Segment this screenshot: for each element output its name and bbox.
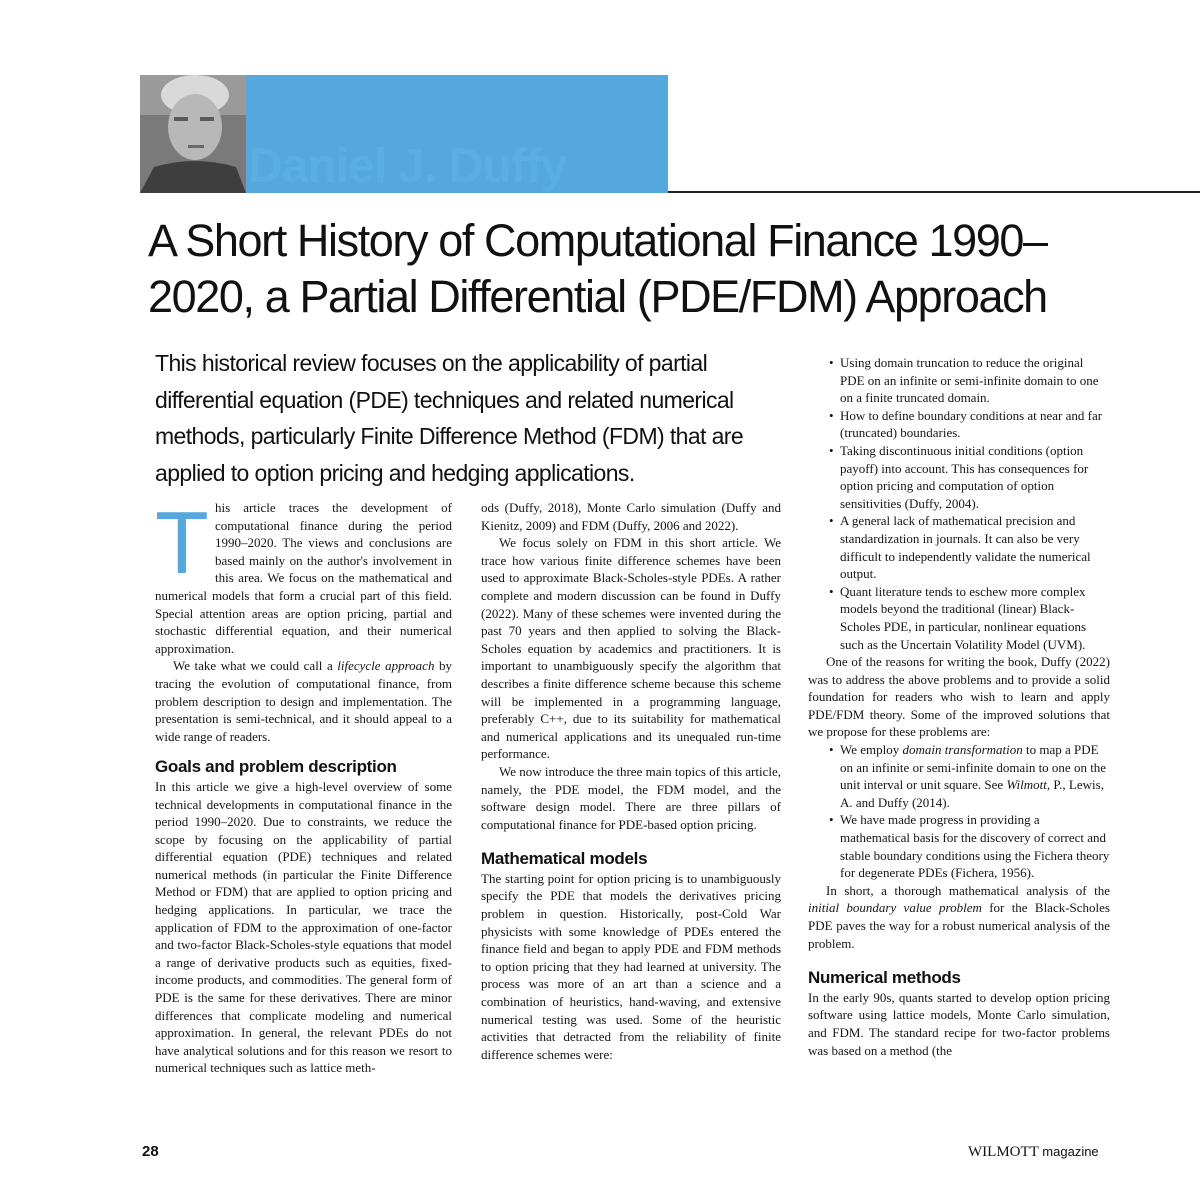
continued-paragraph: ods (Duffy, 2018), Monte Carlo simulation (Duffy and Kienitz, 2009) and FDM (Duffy, 2006 and 2022). xyxy=(481,500,781,533)
list-item: • Quant literature tends to eschew more complex models beyond the traditional (linear) Black-Scholes PDE, in particular, nonlinear equations such as the Uncertain Volatility Model (UVM). xyxy=(808,583,1110,653)
list-item: • Using domain truncation to reduce the original PDE on an infinite or semi-infinite domain to one on a finite truncated domain. xyxy=(808,354,1110,407)
header-rule xyxy=(668,191,1200,193)
goals-paragraph: In this article we give a high-level overview of some technical developments in computational finance in the period 1990–2020. Due to constraints, we reduce the scope by focusing on the applicability of partial differential equation (PDE) techniques and related numerical methods (in particular the Finite Difference Method or FDM) that are applied to option pricing and hedging applications. In particular, we trace the application of FDM to the approximation of one-factor and two-factor Black-Scholes-style equations that model a range of derivative products such as equities, fixed-income products, and commodities. The general form of PDE is the same for these derivatives. There are minor differences that complicate modeling and numerical approximation. In general, the relevant PDEs do not have analytical solutions and for this reason we resort to numerical techniques such as lattice meth- xyxy=(155,778,452,1076)
book-reasons-paragraph: One of the reasons for writing the book, Duffy (2022) was to address the above problems and to provide a solid foundation for readers who wish to learn and apply PDE/FDM theory. Some of the improved solutions that we propose for these problems are: xyxy=(808,654,1110,740)
list-item: • We have made progress in providing a mathematical basis for the discovery of correct and stable boundary conditions using the Fichera theory for degenerate PDEs (Fichera, 1956). xyxy=(808,811,1110,881)
list-item: • Taking discontinuous initial conditions (option payoff) into account. This has consequences for option pricing and computation of option sensitivities (Duffy, 2004). xyxy=(808,442,1110,512)
math-models-paragraph: The starting point for option pricing is to unambiguously specify the PDE that models the derivatives pricing problem in question. Historically, post-Cold War physicists with some knowledge of PDEs entered the finance field and began to apply PDE and FDM methods to option pricing that they had learned at university. The process was more of an art than a science and a combination of heuristics, hand-waving, and extensive numerical testing was used. Some of the heuristic activities that detracted from the reliability of finite difference schemes were: xyxy=(481,870,781,1062)
in-short-paragraph: In short, a thorough mathematical analysis of the initial boundary value problem for the Black-Scholes PDE paves the way for a robust numerical analysis of the problem. xyxy=(808,882,1110,951)
magazine-name: WILMOTT magazine xyxy=(968,1144,1099,1160)
numerical-methods-paragraph: In the early 90s, quants started to develop option pricing software using lattice models, Monte Carlo simulation, and FDM. The standard recipe for two-factor problems was based on a method (the xyxy=(808,989,1110,1058)
author-name: Daniel J. Duffy xyxy=(248,140,567,193)
three-topics-paragraph: We now introduce the three main topics of this article, namely, the PDE model, the FDM model, and the software design model. There are three pillars of computational finance for PDE-based option pricing. xyxy=(481,763,781,832)
author-portrait-icon xyxy=(140,75,246,193)
numerical-methods-heading: Numerical methods xyxy=(808,968,961,988)
column-2 xyxy=(481,499,781,1063)
column-3 xyxy=(808,354,1110,1059)
column-1 xyxy=(155,493,452,1077)
intro-paragraph: his article traces the development of computational finance during the period 1990–2020. The views and conclusions are based mainly on the author's involvement in this area. We focus on the mathematical and numerical models that form a crucial part of this field. Special attention areas are option pricing, partial and stochastic differential equation, and their numerical approximation. xyxy=(155,500,452,656)
lifecycle-paragraph: We take what we could call a lifecycle approach by tracing the evolution of computational finance, from problem description to design and implementation. The presentation is semi-technical, and it should appeal to a wide range of readers. xyxy=(155,658,452,744)
article-title: A Short History of Computational Finance 1990–2020, a Partial Differential (PDE/FDM) Approach xyxy=(148,215,1047,322)
page-number: 28 xyxy=(142,1143,159,1160)
fdm-focus-paragraph: We focus solely on FDM in this short article. We trace how various finite difference schemes have been used to approximate Black-Scholes-style PDEs. A rather complete and modern discussion can be found in Duffy (2022). Many of these schemes were invented during the past 70 years and then applied to solving the Black-Scholes equation by academics and practitioners. It is important to unambiguously specify the algorithm that describes a finite difference scheme because this scheme will be implemented in a programming language, preferably C++, due to its suitability for mathematical and numerical applications and its unequaled run-time performance. xyxy=(481,535,781,762)
list-item: • How to define boundary conditions at near and far (truncated) boundaries. xyxy=(808,407,1110,442)
math-models-heading: Mathematical models xyxy=(481,849,648,869)
list-item: • We employ domain transformation to map a PDE on an infinite or semi-infinite domain to one on the unit interval or unit square. See Wilmott, P., Lewis, A. and Duffy (2014). xyxy=(808,741,1110,811)
article-subtitle: This historical review focuses on the applicability of partial differential equation (PDE) techniques and related numerical methods, particularly Finite Difference Method (FDM) that are applied to option pricing and hedging applications. xyxy=(155,350,744,486)
drop-cap: T xyxy=(155,493,209,592)
author-photo xyxy=(140,75,246,193)
solutions-list xyxy=(808,741,1110,882)
goals-heading: Goals and problem description xyxy=(155,757,397,777)
list-item: • A general lack of mathematical precision and standardization in journals. It can also be very difficult to independently validate the numerical output. xyxy=(808,512,1110,582)
heuristics-list xyxy=(808,354,1110,653)
